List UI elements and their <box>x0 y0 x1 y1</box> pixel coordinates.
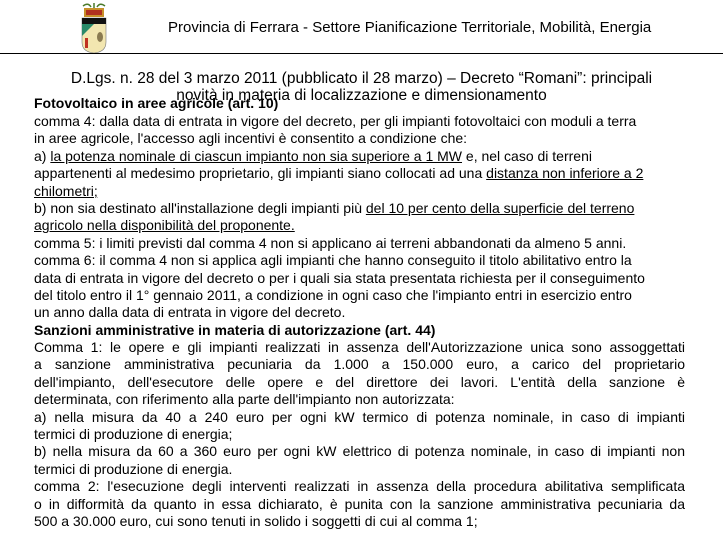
text-line <box>34 235 685 252</box>
header-divider <box>0 53 723 54</box>
slide-title-line-2: novità in materia di localizzazione e dimensionamento <box>176 87 547 104</box>
section-title-fotovoltaico: Fotovoltaico in aree agricole (art. 10) <box>34 95 279 111</box>
underlined-text: chilometri; <box>34 182 98 199</box>
text-segment: Comma 1: le opere e gli impianti realizzati in assenza dell'Autorizzazione unica sono assoggettati <box>34 339 685 356</box>
body-text <box>34 113 685 530</box>
text-line <box>34 130 685 147</box>
underlined-text: la potenza nominale di ciascun impianto non sia superiore a 1 MW <box>50 147 463 164</box>
text-line <box>34 217 685 234</box>
section-title <box>34 322 685 339</box>
text-line <box>34 391 685 408</box>
text-segment: comma 2: l'esecuzione degli interventi realizzati in assenza della procedura abilitativa semplificata <box>34 478 685 495</box>
text-line <box>34 356 685 373</box>
text-segment: e, nel caso di terreni <box>462 147 592 164</box>
text-line <box>34 165 685 182</box>
text-segment: data di entrata in vigore del decreto o per i quali sia stata presentata richiesta per il conseguimento <box>34 269 645 286</box>
text-segment: a) <box>34 147 51 164</box>
text-line <box>34 461 685 478</box>
text-segment: a) nella misura da 40 a 240 euro per ogni kW termico di potenza nominale, in caso di impianti <box>34 408 685 425</box>
text-line <box>34 374 685 391</box>
text-segment: Sanzioni amministrative in materia di autorizzazione (art. 44) <box>34 321 436 338</box>
text-segment: del titolo entro il 1° gennaio 2011, a condizione in ogni caso che l'impianto entri in esercizio entro <box>34 286 632 303</box>
text-segment: termici di produzione di energia. <box>34 460 233 477</box>
text-line <box>34 183 685 200</box>
text-line <box>34 496 685 513</box>
text-segment: un anno dalla data di entrata in vigore del decreto. <box>34 304 346 321</box>
underlined-text: agricolo nella disponibilità del proponente. <box>34 217 295 234</box>
text-segment: comma 6: il comma 4 non si applica agli impianti che hanno conseguito il titolo abilitativo entro la <box>34 252 632 269</box>
text-line <box>34 409 685 426</box>
text-line <box>34 200 685 217</box>
text-line <box>34 443 685 460</box>
text-line <box>34 304 685 321</box>
text-segment: o in difformità da quanto in essa dichiarato, è punita con la sanzione amministrativa pecuniaria da <box>34 495 685 512</box>
text-line <box>34 478 685 495</box>
text-segment: 500 a 30.000 euro, cui sono tenuti in solido i soggetti di cui al comma 1; <box>34 512 478 529</box>
text-segment: determinata, con riferimento alla parte dell'impianto non autorizzata: <box>34 391 455 408</box>
text-line <box>34 339 685 356</box>
text-segment: comma 4: dalla data di entrata in vigore del decreto, per gli impianti fotovoltaici con moduli a terra <box>34 113 637 129</box>
text-segment: appartenenti al medesimo proprietario, gli impianti siano collocati ad una <box>34 165 487 182</box>
text-segment: b) non sia destinato all'installazione degli impianti più <box>34 199 366 216</box>
text-line <box>34 113 685 130</box>
underlined-text: del 10 per cento della superficie del terreno <box>365 199 635 216</box>
text-segment: in aree agricole, l'accesso agli incentivi è consentito a condizione che: <box>34 130 468 147</box>
text-segment: dell'impianto, dell'esecutore delle opere e del direttore dei lavori. L'entità della sanzione è <box>34 373 685 390</box>
slide-title-line-1: D.Lgs. n. 28 del 3 marzo 2011 (pubblicato il 28 marzo) – Decreto “Romani”: principali <box>70 70 653 87</box>
text-segment: comma 5: i limiti previsti dal comma 4 non si applicano ai terreni abbandonati da almeno 5 anni. <box>34 234 627 251</box>
text-segment: termici di produzione di energia; <box>34 426 233 443</box>
text-line <box>34 148 685 165</box>
coat-of-arms-logo <box>80 2 108 54</box>
text-line <box>34 252 685 269</box>
text-line <box>34 513 685 530</box>
underlined-text: distanza non inferiore a 2 <box>486 165 644 182</box>
header-title: Provincia di Ferrara - Settore Pianificazione Territoriale, Mobilità, Energia <box>168 19 652 36</box>
text-line <box>34 426 685 443</box>
text-segment: b) nella misura da 60 a 360 euro per ogni kW elettrico di potenza nominale, in caso di impianti non <box>34 443 685 460</box>
text-line <box>34 287 685 304</box>
text-line <box>34 270 685 287</box>
text-segment: a sanzione amministrativa pecuniaria da 1.000 a 150.000 euro, a carico del proprietario <box>34 356 685 373</box>
